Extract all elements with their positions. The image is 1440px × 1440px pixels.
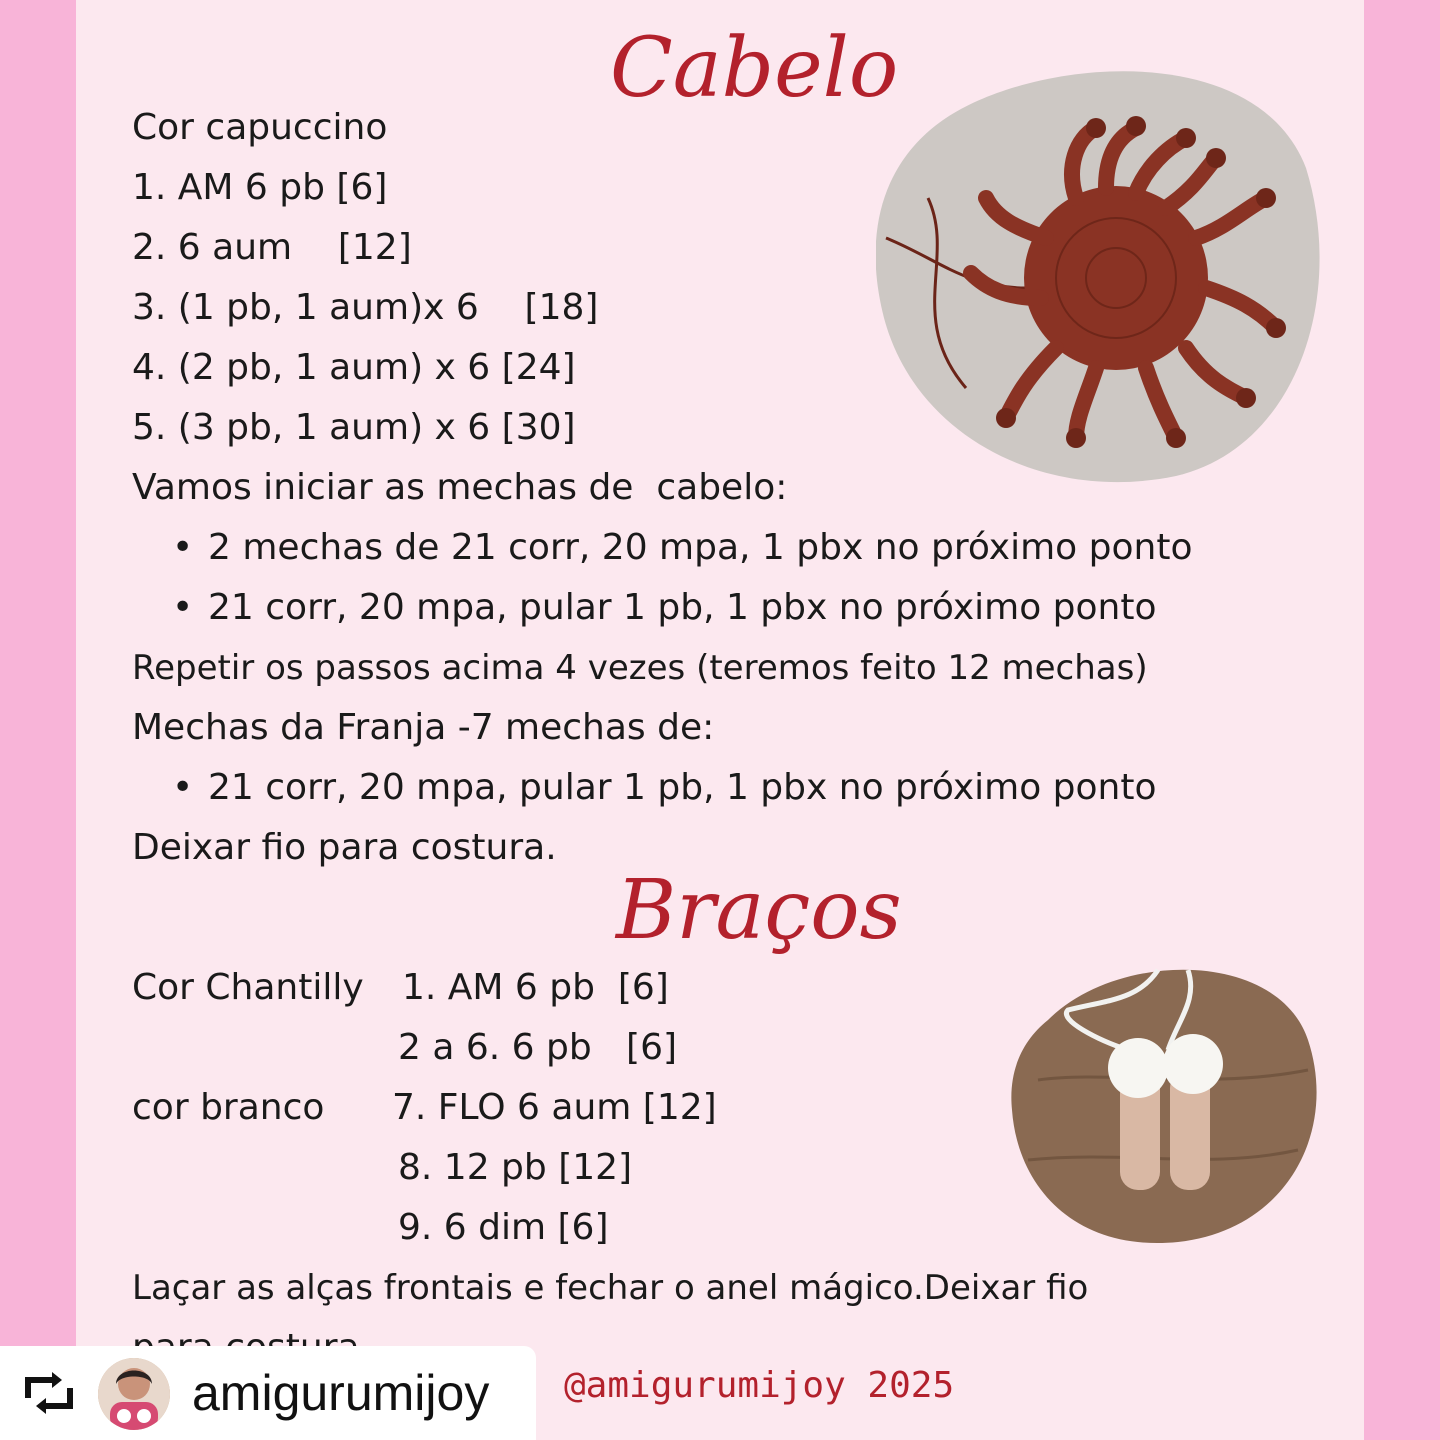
cabelo-line: 5. (3 pb, 1 aum) x 6 [30] — [132, 407, 576, 448]
cabelo-line: 4. (2 pb, 1 aum) x 6 [24] — [132, 347, 576, 388]
bracos-closing: Laçar as alças frontais e fechar o anel mágico.Deixar fio — [132, 1268, 1089, 1308]
pattern-card — [76, 0, 1364, 1440]
bracos-row: 1. AM 6 pb [6] — [402, 967, 669, 1008]
cabelo-bullet: • 2 mechas de 21 corr, 20 mpa, 1 pbx no próximo ponto — [208, 526, 1192, 570]
cabelo-line: 3. (1 pb, 1 aum)x 6 [18] — [132, 287, 599, 328]
avatar[interactable] — [98, 1358, 170, 1430]
arms-photo — [1008, 960, 1320, 1254]
section-title-cabelo: Cabelo — [610, 21, 899, 116]
bracos-row: 2 a 6. 6 pb [6] — [398, 1027, 678, 1068]
credit-watermark: @amigurumijoy 2025 — [564, 1365, 955, 1406]
bracos-row: 8. 12 pb [12] — [398, 1147, 633, 1188]
cabelo-line: Deixar fio para costura. — [132, 827, 557, 868]
cabelo-line: Cor capuccino — [132, 107, 388, 148]
repost-bar — [0, 1346, 536, 1440]
bracos-color-branco: cor branco — [132, 1087, 325, 1128]
cabelo-line: Vamos iniciar as mechas de cabelo: — [132, 467, 788, 508]
cabelo-line: Mechas da Franja -7 mechas de: — [132, 707, 715, 748]
hair-photo — [876, 58, 1336, 492]
cabelo-line: Repetir os passos acima 4 vezes (teremos feito 12 mechas) — [132, 648, 1148, 688]
cabelo-line: 1. AM 6 pb [6] — [132, 167, 388, 208]
repost-icon[interactable] — [20, 1368, 78, 1422]
bracos-row: 7. FLO 6 aum [12] — [392, 1087, 717, 1128]
bracos-row: 9. 6 dim [6] — [398, 1207, 609, 1248]
cabelo-bullet: • 21 corr, 20 mpa, pular 1 pb, 1 pbx no próximo ponto — [208, 586, 1157, 630]
repost-handle[interactable]: amigurumijoy — [192, 1365, 490, 1421]
section-title-bracos: Braços — [616, 863, 902, 958]
cabelo-line: 2. 6 aum [12] — [132, 227, 412, 268]
cabelo-bullet: • 21 corr, 20 mpa, pular 1 pb, 1 pbx no próximo ponto — [208, 766, 1157, 810]
bracos-color-chantilly: Cor Chantilly — [132, 967, 364, 1008]
